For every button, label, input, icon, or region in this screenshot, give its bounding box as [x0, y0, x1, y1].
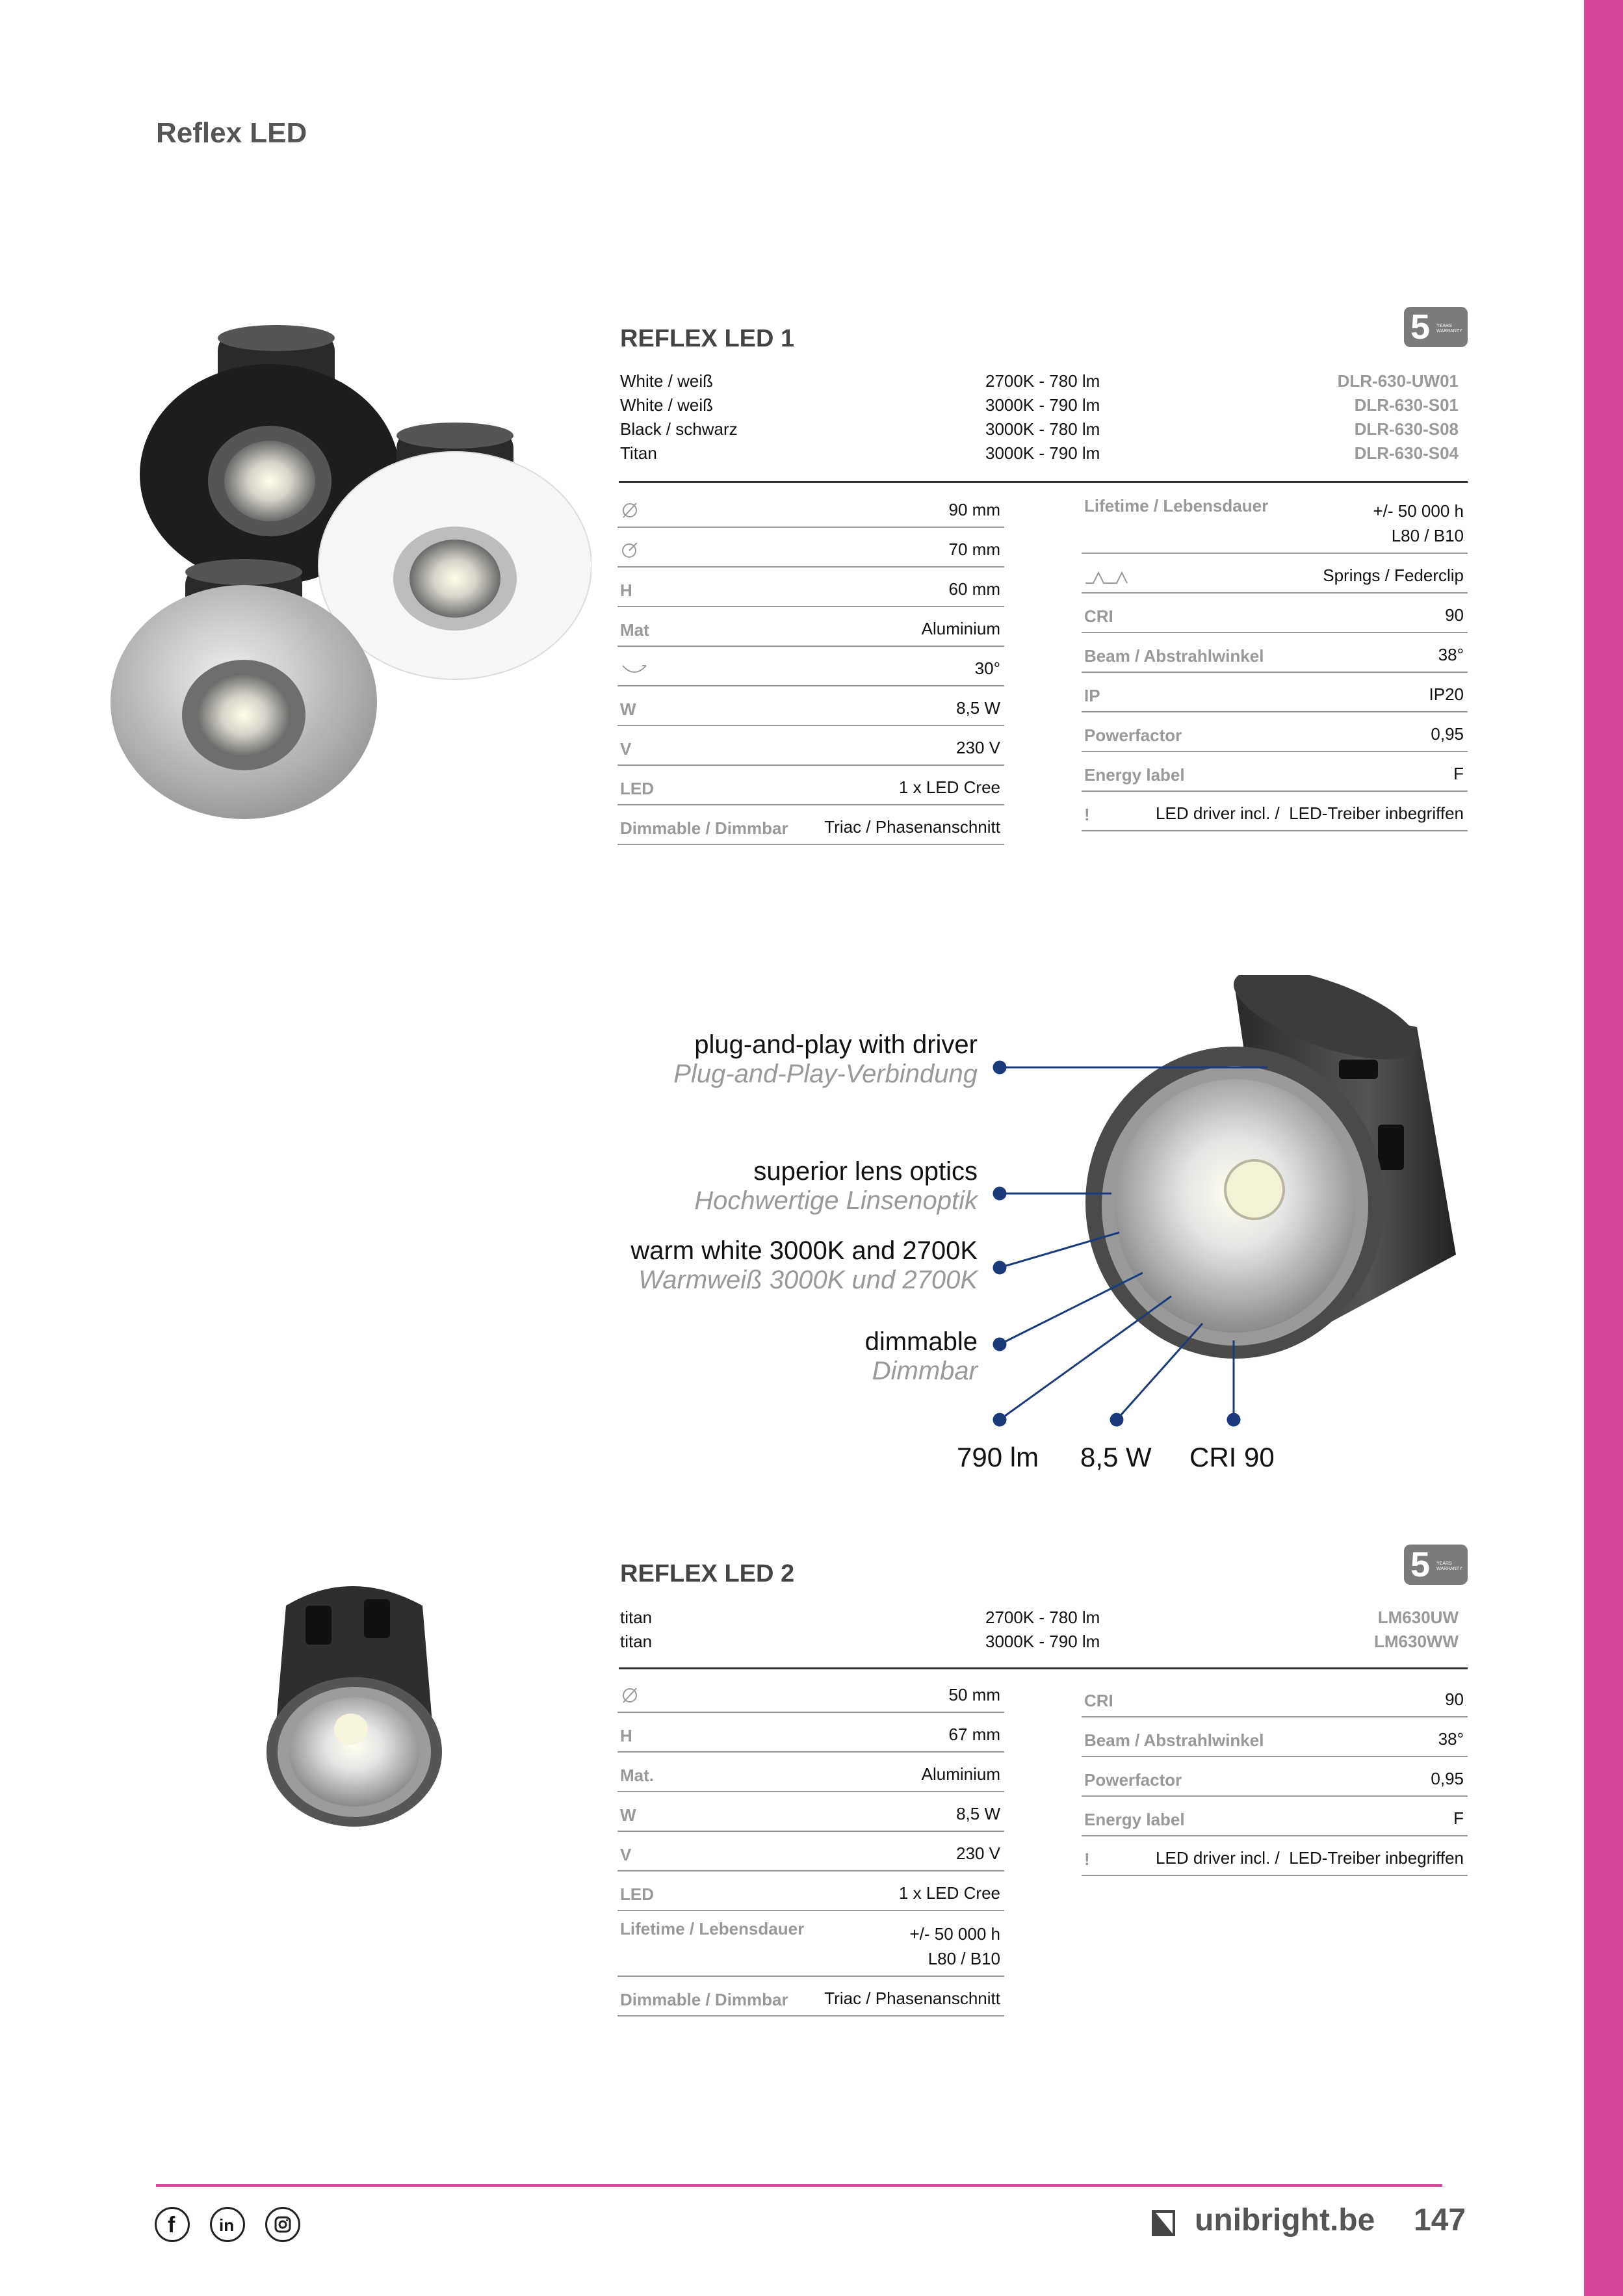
brand-name[interactable]: unibright.be [1195, 2203, 1375, 2237]
metric-watt: 8,5 W [1080, 1442, 1152, 1472]
tilt-angle-icon [620, 662, 649, 679]
spec-row: ! LED driver incl. / LED-Treiber inbegriffen [1082, 792, 1468, 831]
variant-row: White / weiß 3000K - 790 lm DLR-630-S01 [620, 395, 1459, 415]
spec-row: Powerfactor 0,95 [1082, 1758, 1468, 1797]
section-rule [619, 1667, 1468, 1669]
spec-row: CRI 90 [1082, 594, 1468, 633]
variant-row: Titan 3000K - 790 lm DLR-630-S04 [620, 443, 1459, 463]
metric-cri: CRI 90 [1189, 1442, 1275, 1472]
spec-row: Lifetime / Lebensdauer +/- 50 000 h L80 / B10 [617, 1912, 1004, 1977]
spec-row: ! LED driver incl. / LED-Treiber inbegriffen [1082, 1837, 1468, 1876]
spec-row: Mat. Aluminium [617, 1753, 1004, 1792]
warranty-badge: 5 YEARS WARRANTY [1404, 1545, 1468, 1585]
facebook-icon[interactable]: f [155, 2207, 190, 2242]
spec-row: 50 mm [617, 1674, 1004, 1713]
spec-row: CRI 90 [1082, 1678, 1468, 1717]
callout-warm-white: warm white 3000K and 2700K Warmweiß 3000K und 2700K [630, 1236, 978, 1294]
warranty-badge-text: YEARS WARRANTY [1436, 1561, 1462, 1571]
spec-row: V 230 V [617, 1833, 1004, 1872]
product1-title: REFLEX LED 1 [620, 325, 795, 352]
spec-row: H 60 mm [617, 568, 1004, 607]
warranty-badge: 5 YEARS WARRANTY [1404, 307, 1468, 347]
spec-row: 70 mm [617, 528, 1004, 567]
section-rule [619, 481, 1468, 483]
variant-row: titan 2700K - 780 lm LM630UW [620, 1608, 1459, 1627]
spec-row: Beam / Abstrahlwinkel 38° [1082, 1718, 1468, 1757]
spec-row: IP IP20 [1082, 673, 1468, 712]
variant-row: White / weiß 2700K - 780 lm DLR-630-UW01 [620, 371, 1459, 391]
spec-row: Energy label F [1082, 1797, 1468, 1836]
linkedin-icon[interactable]: in [210, 2207, 245, 2242]
spec-row: Springs / Federclip [1082, 554, 1468, 594]
spec-row: LED 1 x LED Cree [617, 1872, 1004, 1911]
page-title: Reflex LED [156, 117, 307, 149]
callout-lens-optics: superior lens optics Hochwertige Linsenoptik [694, 1157, 978, 1215]
warranty-badge-text: YEARS WARRANTY [1436, 324, 1462, 333]
variant-row: Black / schwarz 3000K - 780 lm DLR-630-S08 [620, 419, 1459, 439]
callout-lines [975, 1040, 1300, 1430]
spec-row: Dimmable / Dimmbar Triac / Phasenanschnitt [617, 806, 1004, 845]
product2-title: REFLEX LED 2 [620, 1560, 795, 1587]
product2-image [253, 1567, 455, 1827]
spec-row: W 8,5 W [617, 1793, 1004, 1832]
spring-clip-icon [1084, 570, 1130, 586]
metric-lumen: 790 lm [957, 1442, 1039, 1472]
spec-row: 30° [617, 647, 1004, 686]
page-number: 147 [1414, 2203, 1466, 2237]
spec-row: LED 1 x LED Cree [617, 766, 1004, 805]
product1-image [107, 325, 591, 832]
diameter-icon [620, 1686, 640, 1705]
callout-dimmable: dimmable Dimmbar [864, 1327, 978, 1385]
callout-plug-and-play: plug-and-play with driver Plug-and-Play-Verbindung [673, 1030, 978, 1088]
spec-row: Energy label F [1082, 753, 1468, 792]
spec-row: Beam / Abstrahlwinkel 38° [1082, 634, 1468, 673]
spec-row: V 230 V [617, 727, 1004, 766]
spec-row: Mat Aluminium [617, 608, 1004, 647]
variant-row: titan 3000K - 790 lm LM630WW [620, 1632, 1459, 1651]
spec-row: Powerfactor 0,95 [1082, 713, 1468, 752]
spec-row: 90 mm [617, 489, 1004, 528]
spec-row: Lifetime / Lebensdauer +/- 50 000 h L80 / B10 [1082, 489, 1468, 554]
spec-row: W 8,5 W [617, 687, 1004, 726]
unibright-logo-icon [1150, 2209, 1176, 2237]
cutout-diameter-icon [620, 540, 640, 560]
spec-row: Dimmable / Dimmbar Triac / Phasenanschnitt [617, 1977, 1004, 2016]
footer-rule [156, 2184, 1442, 2187]
side-accent-bar [1584, 0, 1623, 2296]
instagram-icon[interactable] [265, 2207, 300, 2242]
spec-row: H 67 mm [617, 1714, 1004, 1753]
diameter-icon [620, 501, 640, 520]
